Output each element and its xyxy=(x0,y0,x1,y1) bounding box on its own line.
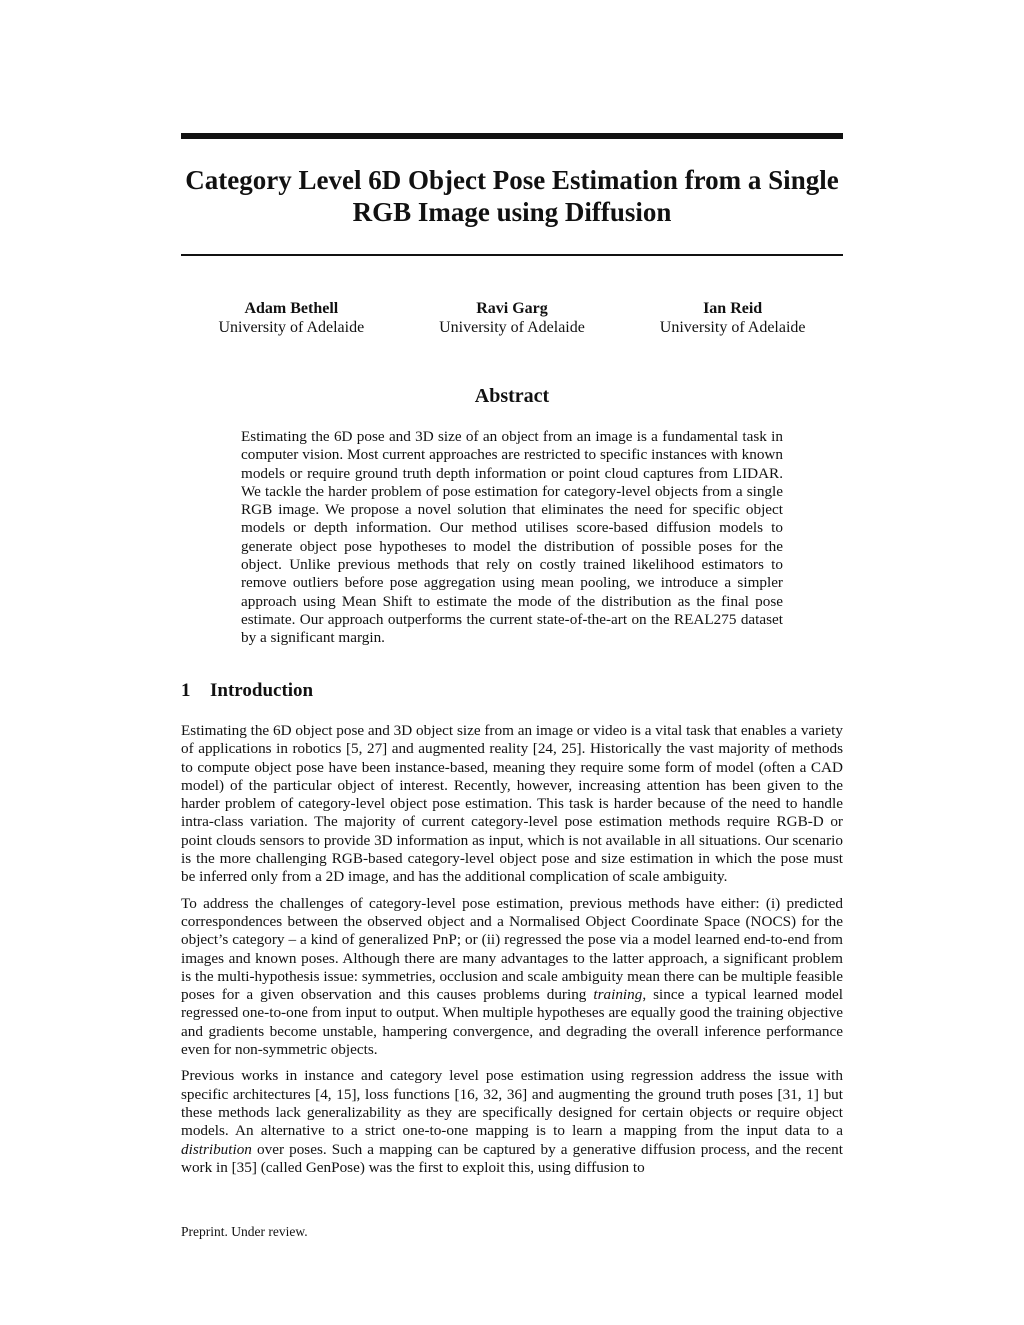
paragraph-text: over poses. Such a mapping can be captured by a generative diffusion process, and the recent work in [35] (called GenPose) was the first to exploit this, using diffusion to xyxy=(181,1140,843,1176)
footer-note: Preprint. Under review. xyxy=(181,1224,308,1239)
author-affiliation: University of Adelaide xyxy=(439,319,585,336)
section-number: 1 xyxy=(181,680,191,701)
paragraph-2 xyxy=(181,895,843,1060)
author-3 xyxy=(633,299,833,337)
paragraph-text: , since a typical learned model regressed one-to-one from input to output. When multiple hypotheses are equally good the training objective and gradients become unstable, hampering convergence, and degrading the overall inference performance even for non-symmetric objects. xyxy=(181,986,843,1059)
author-name: Ian Reid xyxy=(703,300,763,317)
author-1 xyxy=(191,299,391,337)
abstract-heading: Abstract xyxy=(474,385,550,407)
paragraph-3 xyxy=(181,1067,843,1177)
author-affiliation: University of Adelaide xyxy=(659,319,806,336)
section-body xyxy=(181,722,843,1185)
author-name: Ravi Garg xyxy=(476,300,548,317)
section-title: Introduction xyxy=(210,680,314,701)
section-heading xyxy=(181,680,313,702)
paragraph-text: To address the challenges of category-level pose estimation, previous methods have either: (i) predicted correspondences between the observed object and a Normalised Object Coordinate Space (NOCS) for the object’s category – a kind of generalized PnP; or (ii) regressed the pose via a model learned end-to-end from images and known poses. Although there are many advantages to the latter approach, a significant problem is the multi-hypothesis issue: symmetries, occlusion and scale ambiguity mean there can be multiple feasible poses for a given observation and this causes problems during xyxy=(181,894,843,1004)
author-2 xyxy=(412,299,612,337)
abstract-text: Estimating the 6D pose and 3D size of an object from an image is a fundamental task in computer vision. Most current approaches are restricted to specific instances with known models or require ground truth depth information or point cloud captures from LIDAR. We tackle the harder problem of pose estimation for category-level objects from a single RGB image. We propose a novel solution that eliminates the need for specific object models or depth information. Our method utilises score-based diffusion models to generate object pose hypotheses to model the distribution of possible poses for the object. Unlike previous methods that rely on costly trained likelihood estimators to remove outliers before pose aggregation using mean pooling, we introduce a simpler approach using Mean Shift to estimate the mode of the distribution as the final pose estimate. Our approach outperforms the current state-of-the-art on the REAL275 dataset by a significant margin. xyxy=(241,428,783,647)
paper-title: Category Level 6D Object Pose Estimation from a Single RGB Image using Diffusion xyxy=(185,165,839,227)
title-bottom-rule xyxy=(181,254,843,256)
author-block xyxy=(181,299,843,337)
paragraph-text: Previous works in instance and category level pose estimation using regression address the issue with specific architectures [4, 15], loss functions [16, 32, 36] and augmenting the ground truth poses [31, 1] but these methods lack generalizability as they are specifically designed for certain objects or require object models. An alternative to a strict one-to-one mapping is to learn a mapping from the input data to a xyxy=(181,1067,843,1140)
emphasis-text: training xyxy=(593,986,643,1004)
author-name: Adam Bethell xyxy=(244,300,339,317)
emphasis-text: distribution xyxy=(181,1140,252,1158)
paragraph-1: Estimating the 6D object pose and 3D object size from an image or video is a vital task that enables a variety of applications in robotics [5, 27] and augmented reality [24, 25]. Historically the vast majority of methods to compute object pose have been instance-based, meaning they require some form of model (often a CAD model) of the particular object of interest. Recently, however, increasing attention has been given to the harder problem of category-level object pose estimation. This task is harder because of the need to handle intra-class variation. The majority of current category-level pose estimation methods require RGB-D or point clouds sensors to provide 3D information as input, which is not available in all situations. Our scenario is the more challenging RGB-based category-level object pose and size estimation in which the pose must be inferred only from a 2D image, and has the additional complication of scale ambiguity. xyxy=(181,722,843,886)
title-top-rule xyxy=(181,133,843,139)
author-affiliation: University of Adelaide xyxy=(218,319,365,336)
